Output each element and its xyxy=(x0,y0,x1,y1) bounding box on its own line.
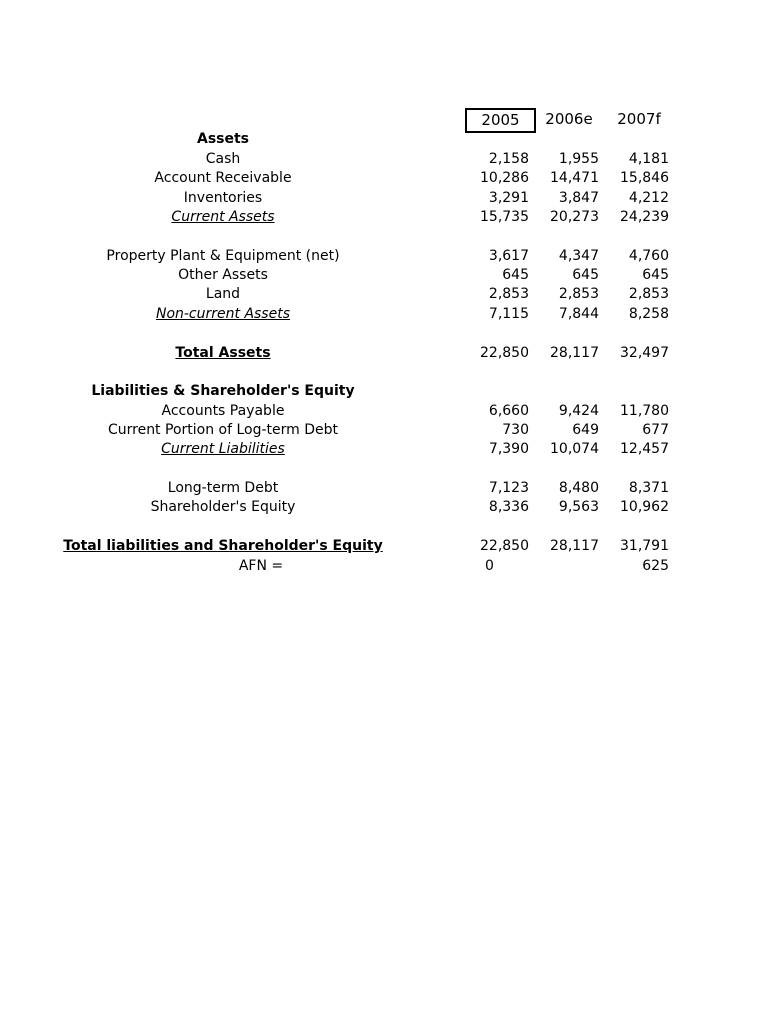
liab-title: Liabilities & Shareholder's Equity xyxy=(91,383,355,399)
land-label: Land xyxy=(205,286,241,302)
header-2005[interactable]: 2005 xyxy=(465,108,536,133)
land-2007f: 2,853 xyxy=(628,286,669,302)
cash-label: Cash xyxy=(205,151,241,167)
cpltd-label: Current Portion of Log-term Debt xyxy=(107,422,339,438)
ap-2005: 6,660 xyxy=(488,403,529,419)
se-label: Shareholder's Equity xyxy=(150,499,296,515)
nca-2005: 7,115 xyxy=(488,306,529,322)
inv-2007f: 4,212 xyxy=(628,190,669,206)
ap-2007f: 11,780 xyxy=(620,403,669,419)
ta-2006e: 28,117 xyxy=(550,345,599,361)
cl-label: Current Liabilities xyxy=(161,441,285,457)
ltd-2007f: 8,371 xyxy=(628,480,669,496)
land-2006e: 2,853 xyxy=(558,286,599,302)
oa-2006e: 645 xyxy=(572,267,599,283)
ppe-2006e: 4,347 xyxy=(558,248,599,264)
ta-2005: 22,850 xyxy=(480,345,529,361)
tlse-row xyxy=(0,537,768,556)
cl-2007f: 12,457 xyxy=(620,441,669,457)
cpltd-2006e: 649 xyxy=(572,422,599,438)
oa-label: Other Assets xyxy=(178,267,268,283)
ta-row xyxy=(0,344,768,363)
ar-2007f: 15,846 xyxy=(620,170,669,186)
tlse-label: Total liabilities and Shareholder's Equity xyxy=(63,538,383,554)
ca-2007f: 24,239 xyxy=(620,209,669,225)
nca-row xyxy=(0,305,768,324)
inv-row xyxy=(0,189,768,208)
nca-2007f: 8,258 xyxy=(628,306,669,322)
assets-title: Assets xyxy=(196,131,250,147)
ltd-2006e: 8,480 xyxy=(558,480,599,496)
ppe-2005: 3,617 xyxy=(488,248,529,264)
ca-2005: 15,735 xyxy=(480,209,529,225)
ap-row xyxy=(0,402,768,421)
ltd-2005: 7,123 xyxy=(488,480,529,496)
afn-2005: 0 xyxy=(485,558,494,574)
liab-section-row xyxy=(0,382,768,401)
nca-label: Non-current Assets xyxy=(155,306,291,322)
ppe-label: Property Plant & Equipment (net) xyxy=(106,248,340,264)
cpltd-2007f: 677 xyxy=(642,422,669,438)
cl-2006e: 10,074 xyxy=(550,441,599,457)
ppe-2007f: 4,760 xyxy=(628,248,669,264)
header-2007f: 2007f xyxy=(617,110,661,128)
cash-2006e: 1,955 xyxy=(558,151,599,167)
ap-label: Accounts Payable xyxy=(161,403,285,419)
land-row xyxy=(0,285,768,304)
cpltd-row xyxy=(0,421,768,440)
oa-2007f: 645 xyxy=(642,267,669,283)
land-2005: 2,853 xyxy=(488,286,529,302)
tlse-2007f: 31,791 xyxy=(620,538,669,554)
inv-label: Inventories xyxy=(183,190,263,206)
se-row xyxy=(0,498,768,517)
oa-row xyxy=(0,266,768,285)
ap-2006e: 9,424 xyxy=(558,403,599,419)
inv-2005: 3,291 xyxy=(488,190,529,206)
cash-2007f: 4,181 xyxy=(628,151,669,167)
ca-2006e: 20,273 xyxy=(550,209,599,225)
se-2007f: 10,962 xyxy=(620,499,669,515)
se-2005: 8,336 xyxy=(488,499,529,515)
ar-2005: 10,286 xyxy=(480,170,529,186)
assets-section-row xyxy=(0,130,768,149)
ar-row xyxy=(0,169,768,188)
tlse-2005: 22,850 xyxy=(480,538,529,554)
ltd-label: Long-term Debt xyxy=(167,480,279,496)
cl-row xyxy=(0,440,768,459)
nca-2006e: 7,844 xyxy=(558,306,599,322)
ca-row xyxy=(0,208,768,227)
cash-2005: 2,158 xyxy=(488,151,529,167)
afn-label: AFN = xyxy=(238,558,284,574)
oa-2005: 645 xyxy=(502,267,529,283)
ta-2007f: 32,497 xyxy=(620,345,669,361)
inv-2006e: 3,847 xyxy=(558,190,599,206)
ar-label: Account Receivable xyxy=(154,170,292,186)
cpltd-2005: 730 xyxy=(502,422,529,438)
afn-2007f: 625 xyxy=(642,558,669,574)
header-2006e: 2006e xyxy=(545,110,593,128)
afn-row xyxy=(0,557,768,576)
cash-row xyxy=(0,150,768,169)
ppe-row xyxy=(0,247,768,266)
ca-label: Current Assets xyxy=(171,209,275,225)
ltd-row xyxy=(0,479,768,498)
ar-2006e: 14,471 xyxy=(550,170,599,186)
cl-2005: 7,390 xyxy=(488,441,529,457)
tlse-2006e: 28,117 xyxy=(550,538,599,554)
ta-label: Total Assets xyxy=(175,345,271,361)
se-2006e: 9,563 xyxy=(558,499,599,515)
